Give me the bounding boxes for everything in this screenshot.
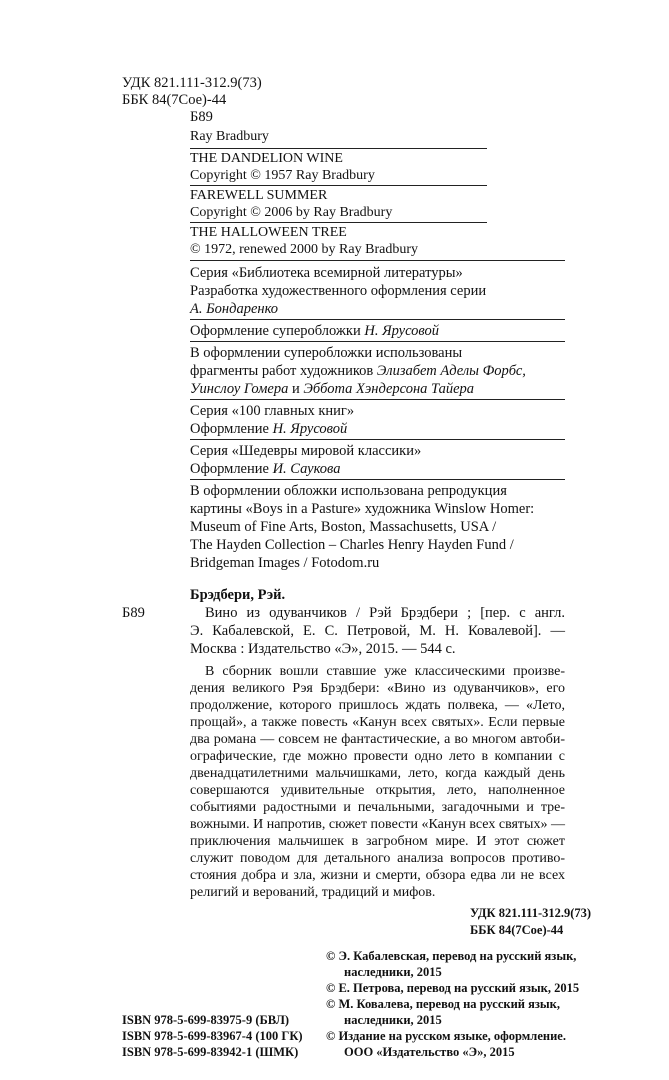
catalog-description-line-1: Вино из одуванчиков / Рэй Брэдбери ; [пер. с англ. xyxy=(205,605,565,621)
isbn-100gk: ISBN 978-5-699-83967-4 (100 ГК) xyxy=(122,1029,303,1043)
annotation-line: прощай», а также повесть «Канун всех святых». Если первые xyxy=(190,715,565,730)
annotation-line: религий и верований, традиций и мифов. xyxy=(190,885,436,900)
work1-copyright: Copyright © 1957 Ray Bradbury xyxy=(190,168,375,183)
series-1-title: Серия «Библиотека всемирной литературы» xyxy=(190,265,463,281)
work1-title: THE DANDELION WINE xyxy=(190,151,343,166)
divider xyxy=(190,148,487,149)
series-3-title: Серия «Шедевры мировой классики» xyxy=(190,443,422,459)
copyright-kabalevskaya: © Э. Кабалевская, перевод на русский язык, xyxy=(326,949,577,963)
author-mark: Б89 xyxy=(190,109,213,125)
divider xyxy=(190,260,565,261)
work2-copyright: Copyright © 2006 by Ray Bradbury xyxy=(190,205,393,220)
annotation-line: два романа — совсем не фантастические, а во многом автоби- xyxy=(190,732,565,747)
divider xyxy=(190,185,487,186)
divider xyxy=(190,399,565,400)
superoblozhka-designer: Н. Ярусовой xyxy=(364,323,440,339)
artist-homer: Уинслоу Гомера xyxy=(190,381,289,397)
divider xyxy=(190,341,565,342)
annotation-line: приключения мальчишек в загробном мире. И этот сюжет xyxy=(190,834,565,849)
udk-code-bottom: УДК 821.111-312.9(73) xyxy=(470,906,592,920)
catalog-description-line-2: Э. Кабалевской, Е. С. Петровой, М. Н. Ковалевой]. — xyxy=(190,623,565,639)
annotation-line: вожными. И напротив, сюжет повести «Канун всех святых» — xyxy=(190,817,565,832)
annotation-line: дения великого Рэя Брэдбери: «Вино из одуванчиков», его xyxy=(190,681,565,696)
cover-credit-line-2: картины «Boys in a Pasture» художника Winslow Homer: xyxy=(190,501,535,517)
fragments-label: фрагменты работ художников xyxy=(190,363,377,379)
fragments-line-1: В оформлении суперобложки использованы xyxy=(190,345,463,361)
series-3-designer: И. Саукова xyxy=(272,461,341,477)
cover-credit-line-5: Bridgeman Images / Fotodom.ru xyxy=(190,555,380,571)
cover-credit-line-4: The Hayden Collection – Charles Henry Hayden Fund / xyxy=(190,537,514,553)
artist-forbes: Элизабет Аделы Форбс, xyxy=(376,363,526,379)
superoblozhka-credit xyxy=(190,322,439,340)
divider xyxy=(190,439,565,440)
annotation-line: совершаются удивительные открытия, лето, наполненное xyxy=(190,783,565,798)
superoblozhka-label: Оформление суперобложки xyxy=(190,323,365,339)
bbk-code: ББК 84(7Сое)-44 xyxy=(122,92,227,108)
annotation-line: В сборник вошли ставшие уже классическими произве- xyxy=(205,664,565,679)
work2-title: FAREWELL SUMMER xyxy=(190,188,328,203)
copyright-kabalevskaya-heirs: наследники, 2015 xyxy=(344,965,442,979)
artist-thayer: Эббота Хэндерсона Тайера xyxy=(303,381,475,397)
series-2-designer: Н. Ярусовой xyxy=(272,421,348,437)
series-2-design-label: Оформление xyxy=(190,421,273,437)
annotation-line: событиями радостными и печальными, загадочными и тре- xyxy=(190,800,565,815)
annotation-line: продолжение, которого пришлось ждать полвека, — «Лето, xyxy=(190,698,565,713)
work3-title: THE HALLOWEEN TREE xyxy=(190,225,347,240)
annotation-line: ографические, где можно провести одно лето в компании с xyxy=(190,749,565,764)
fragments-line-2 xyxy=(190,362,526,380)
annotation-line: стояния добра и зла, жизни и смерти, обзора едва ли не всех xyxy=(190,868,565,883)
catalog-heading: Брэдбери, Рэй. xyxy=(190,587,286,603)
divider xyxy=(190,222,487,223)
divider xyxy=(190,319,565,320)
divider xyxy=(190,479,565,480)
fragments-line-3 xyxy=(190,380,474,398)
series-2-design xyxy=(190,420,347,438)
copyright-edition: © Издание на русском языке, оформление. xyxy=(326,1029,566,1043)
series-1-design-label: Разработка художественного оформления серии xyxy=(190,283,487,299)
copyright-kovaleva-heirs: наследники, 2015 xyxy=(344,1013,442,1027)
series-3-design-label: Оформление xyxy=(190,461,273,477)
catalog-description-line-3: Москва : Издательство «Э», 2015. — 544 с. xyxy=(190,641,456,657)
udk-code: УДК 821.111-312.9(73) xyxy=(122,75,262,91)
cover-credit-line-3: Museum of Fine Arts, Boston, Massachusetts, USA / xyxy=(190,519,497,535)
catalog-mark: Б89 xyxy=(122,605,145,621)
bbk-code-bottom: ББК 84(7Сое)-44 xyxy=(470,923,564,937)
copyright-kovaleva: © М. Ковалева, перевод на русский язык, xyxy=(326,997,560,1011)
copyright-publisher: ООО «Издательство «Э», 2015 xyxy=(344,1045,515,1059)
annotation-line: двенадцатилетними мальчишками, лето, когда каждый день xyxy=(190,766,565,781)
author-original: Ray Bradbury xyxy=(190,129,269,144)
series-2-title: Серия «100 главных книг» xyxy=(190,403,355,419)
annotation-line: служит поводом для детального анализа вопросов противо- xyxy=(190,851,565,866)
series-1-designer: А. Бондаренко xyxy=(190,301,279,317)
copyright-petrova: © Е. Петрова, перевод на русский язык, 2015 xyxy=(326,981,580,995)
cover-credit-line-1: В оформлении обложки использована репродукция xyxy=(190,483,507,499)
isbn-shmk: ISBN 978-5-699-83942-1 (ШМК) xyxy=(122,1045,299,1059)
work3-copyright: © 1972, renewed 2000 by Ray Bradbury xyxy=(190,242,418,257)
conjunction: и xyxy=(288,381,304,397)
isbn-bvl: ISBN 978-5-699-83975-9 (БВЛ) xyxy=(122,1013,290,1027)
series-3-design xyxy=(190,460,341,478)
